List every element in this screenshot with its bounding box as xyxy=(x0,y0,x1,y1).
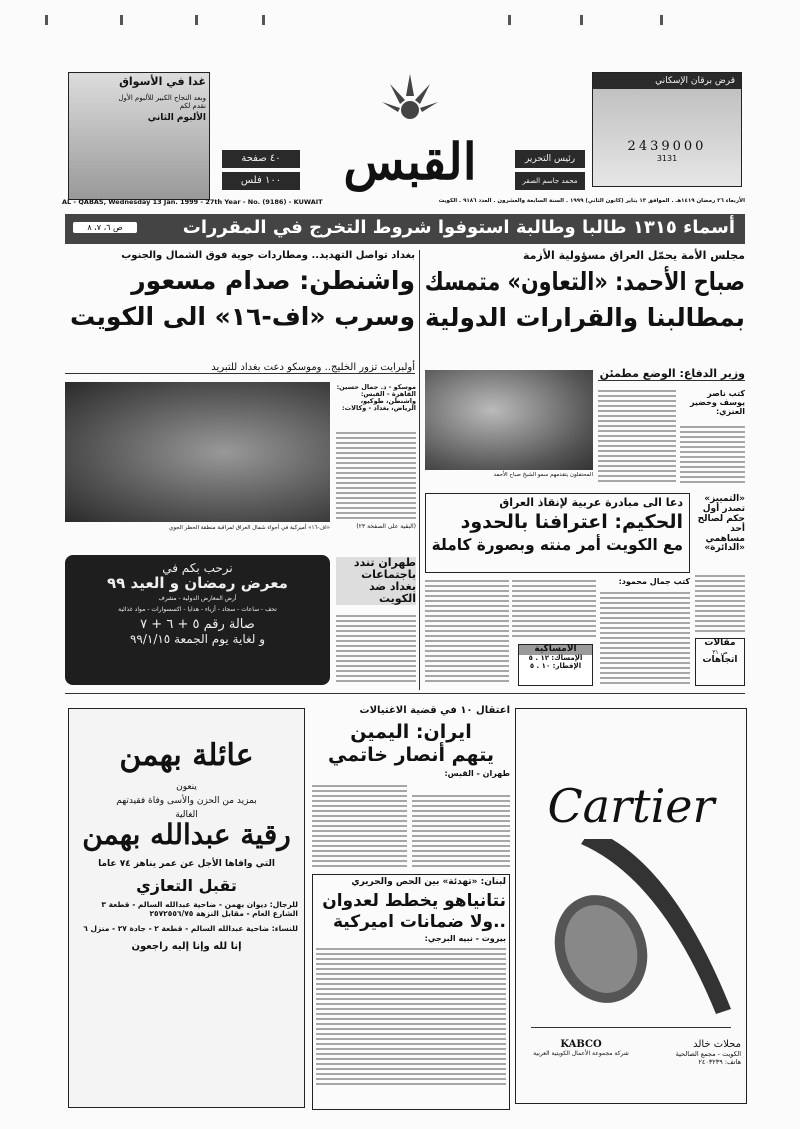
scan-mark xyxy=(45,15,48,25)
hakeem-story xyxy=(425,493,690,573)
washington-cont: (البقية على الصفحة ٢٣) xyxy=(356,523,416,530)
hakeem-body xyxy=(600,592,690,685)
lebanon-byline: بيروت - نبيه البرجي: xyxy=(424,934,506,944)
hakeem-body xyxy=(512,580,596,640)
qabas-logo xyxy=(320,72,500,200)
obituary-men: للرجال: ديوان بهمن - ضاحية عبدالله السالم - قطعة ٣ الشارع العام - مقابل النزهة ٢٥٧٢٥٥٦/٧٥ xyxy=(101,900,298,919)
lead-kicker: مجلس الأمة يحمّل العراق مسؤولية الأزمة xyxy=(523,249,745,262)
washington-headline-1: واشنطن: صدام مسعور xyxy=(131,266,415,295)
f16-photo xyxy=(65,382,330,522)
obituary-ad xyxy=(68,708,305,1108)
hakeem-byline: كتب جمال محمود: xyxy=(618,577,690,586)
store-address: الكويت - مجمع الصالحية xyxy=(675,1050,741,1058)
exhibition-line3: أرض المعارض الدولية - مشرف xyxy=(158,594,237,602)
lead-sub: وزير الدفاع: الوضع مطمئن xyxy=(599,367,745,380)
exhibition-line4: تحف - ساعات - سجاد - أزياء - هدايا - اكسسوارات - مواد غذائية xyxy=(118,605,277,613)
obituary-name: رقية عبدالله بهمن xyxy=(82,818,291,851)
burgan-ad xyxy=(592,72,742,187)
kabco-name: KABCO xyxy=(560,1039,602,1050)
lebanon-headline-2: ..ولا ضمانات اميركية xyxy=(332,911,506,932)
banner-headline: أسماء ١٣١٥ طالبا وطالبة استوفوا شروط التخرج في المقررات xyxy=(182,217,735,238)
iran-body xyxy=(412,795,510,868)
exhibition-line2: معرض رمضان و العيد ٩٩ xyxy=(107,574,288,592)
lead-body xyxy=(598,390,676,485)
obituary-verb: ينعون xyxy=(176,782,197,792)
articles-page: ص ٣١ xyxy=(712,648,728,656)
album-ad-line2: وبعد النجاح الكبير للألبوم الأول xyxy=(118,94,206,103)
burgan-ext: 3131 xyxy=(656,154,678,163)
obituary-age: التي وافاها الأجل عن عمر يناهز ٧٤ عاما xyxy=(98,858,275,869)
exhibition-ad xyxy=(65,555,330,685)
lead-byline: كتب ناصر يوسف وخضير العنزي: xyxy=(689,389,745,416)
store-name: محلات خالد xyxy=(693,1039,741,1050)
price: ١٠٠ فلس xyxy=(222,172,300,190)
obituary-text2: الغالية xyxy=(175,810,198,820)
iran-headline-2: يتهم أنصار خاتمي xyxy=(328,743,494,766)
washington-story xyxy=(65,250,415,330)
store-block xyxy=(646,1039,741,1066)
imsakiya-box xyxy=(518,644,593,686)
obituary-condolences: تقبل التعازي xyxy=(136,875,237,895)
exhibition-line1: نرحب بكم في xyxy=(162,561,233,575)
washington-headline-2: وسرب «اف-١٦» الى الكويت xyxy=(70,301,415,331)
dateline-ar: الأربعاء ٢٦ رمضان ١٤١٩هـ . الموافق ١٣ يناير (كانون الثاني) ١٩٩٩ . السنة السابعة والعشرون . العدد ٩١٨٦ . الكويت xyxy=(438,198,745,204)
articles-title: مقالات xyxy=(704,638,736,648)
iran-story xyxy=(312,705,510,779)
lead-caption: المحتفلون يتقدمهم سمو الشيخ صباح الأحمد xyxy=(493,472,593,478)
lebanon-body xyxy=(316,948,506,1088)
washington-sub: أولبرايت تزور الخليج.. وموسكو دعت بغداد للتبريد xyxy=(65,362,415,374)
washington-byline: موسكو - د. جمال حسين: القاهرة - القبس: واشنطن، طوكيو، الرياض، بغداد - وكالات: xyxy=(336,383,416,413)
album-ad-line4: الألبوم الثاني xyxy=(147,113,206,124)
exhibition-line5: صالة رقم ٥ + ٦ + ٧ xyxy=(140,616,255,632)
scan-mark xyxy=(195,15,198,25)
sun-emblem-icon xyxy=(380,72,440,127)
lead-story xyxy=(425,250,745,331)
burgan-phone: 2439000 xyxy=(627,139,707,154)
store-phone: هاتف: ٢٤٠٣٢٣٩ xyxy=(698,1058,741,1066)
scan-mark xyxy=(660,15,663,25)
burgan-title: قرض برقان الإسكاني xyxy=(593,73,741,89)
hakeem-headline-1: الحكيم: اعترافنا بالحدود xyxy=(460,511,683,534)
album-ad-line1: غدا في الأسواق xyxy=(119,75,206,88)
hakeem-kicker: دعا الى مبادرة عربية لإنقاذ العراق xyxy=(499,496,683,509)
section-rule xyxy=(65,693,745,694)
obituary-women: للنساء: ضاحية عبدالله السالم - قطعة ٢ - جادة ٢٧ - منزل ٦ xyxy=(83,924,298,934)
hakeem-headline-2: مع الكويت أمر منته وبصورة كاملة xyxy=(431,534,683,554)
f16-caption: «اف-١٦» أميركية في أجواء شمال العراق لمراقبة منطقة الحظر الجوي xyxy=(169,525,330,531)
obituary-verse: إنا لله وإنا إليه راجعون xyxy=(131,941,242,953)
tehran-headline: طهران تندد باجتماعات بغداد ضد الكويت xyxy=(336,557,416,605)
tehran-body xyxy=(336,615,416,685)
scan-mark xyxy=(120,15,123,25)
lead-headline-2: بمطالبنا والقرارات الدولية xyxy=(425,302,745,332)
dateline-en: AL - QABAS, Wednesday 13 Jan. 1999 - 27th Year - No. (9186) - KUWAIT xyxy=(62,198,323,206)
articles-box xyxy=(695,638,745,686)
lead-photo xyxy=(425,370,593,470)
hakeem-body xyxy=(425,580,509,685)
kabco-arabic: شركة مجموعة الأعمال الكويتية العربية xyxy=(533,1050,629,1057)
album-ad xyxy=(68,72,210,200)
lebanon-story xyxy=(312,874,510,1110)
washington-body xyxy=(336,432,416,520)
kabco-block xyxy=(526,1039,636,1057)
banner-pages: ص ٦، ٧، ٨ xyxy=(73,222,137,233)
sunglasses-image xyxy=(531,839,741,1019)
lead-headline-1: صباح الأحمد: «التعاون» متمسك xyxy=(424,267,745,297)
lebanon-headline-1: نتانياهو يخطط لعدوان xyxy=(322,890,506,911)
scan-mark xyxy=(508,15,511,25)
iran-body xyxy=(312,785,407,868)
iran-byline: طهران - القبس: xyxy=(444,768,510,778)
album-ad-line3: نقدم لكم xyxy=(179,102,206,111)
iran-headline-1: ايران: اليمين xyxy=(350,721,472,743)
editor-label: رئيس التحرير xyxy=(515,150,585,168)
scan-mark xyxy=(580,15,583,25)
editor-name: محمد جاسم الصقر xyxy=(515,172,585,190)
cartier-ad xyxy=(515,708,747,1104)
lebanon-kicker: لبنان: «تهدئة» بين الحص والحريري xyxy=(351,877,506,887)
iftar-time: الإفطار: ١٠ . ٥ xyxy=(529,661,582,670)
exhibition-line6: و لغاية يوم الجمعة ٩٩/١/١٥ xyxy=(129,631,266,646)
trends-title: اتجاهات xyxy=(702,654,738,665)
obituary-family: عائلة بهمن xyxy=(119,738,254,773)
imsak-time: الإمساك: ١٢ . ٥ xyxy=(528,653,583,662)
scan-mark xyxy=(262,15,265,25)
cartier-rule xyxy=(531,1027,731,1028)
tamyeez-headline: «التمييز» تصدر أول حكم لصالح أحد مساهمي «الدائرة» xyxy=(697,494,745,554)
iran-kicker: اعتقال ١٠ في قضية الاغتيالات xyxy=(359,705,510,716)
column-divider xyxy=(419,250,420,690)
cartier-brand: Cartier xyxy=(547,779,715,833)
tamyeez-body xyxy=(695,575,745,633)
banner xyxy=(65,214,745,244)
imsakiya-title: الامساكية xyxy=(519,645,592,655)
obituary-text1: بمزيد من الحزن والأسى وفاة فقيدتهم xyxy=(116,796,257,806)
logo-text: القبس xyxy=(343,132,477,191)
pages-count: ٤٠ صفحة xyxy=(222,150,300,168)
lead-body xyxy=(680,426,745,486)
washington-kicker: بغداد تواصل التهديد.. ومطاردات جوية فوق الشمال والجنوب xyxy=(121,250,415,261)
